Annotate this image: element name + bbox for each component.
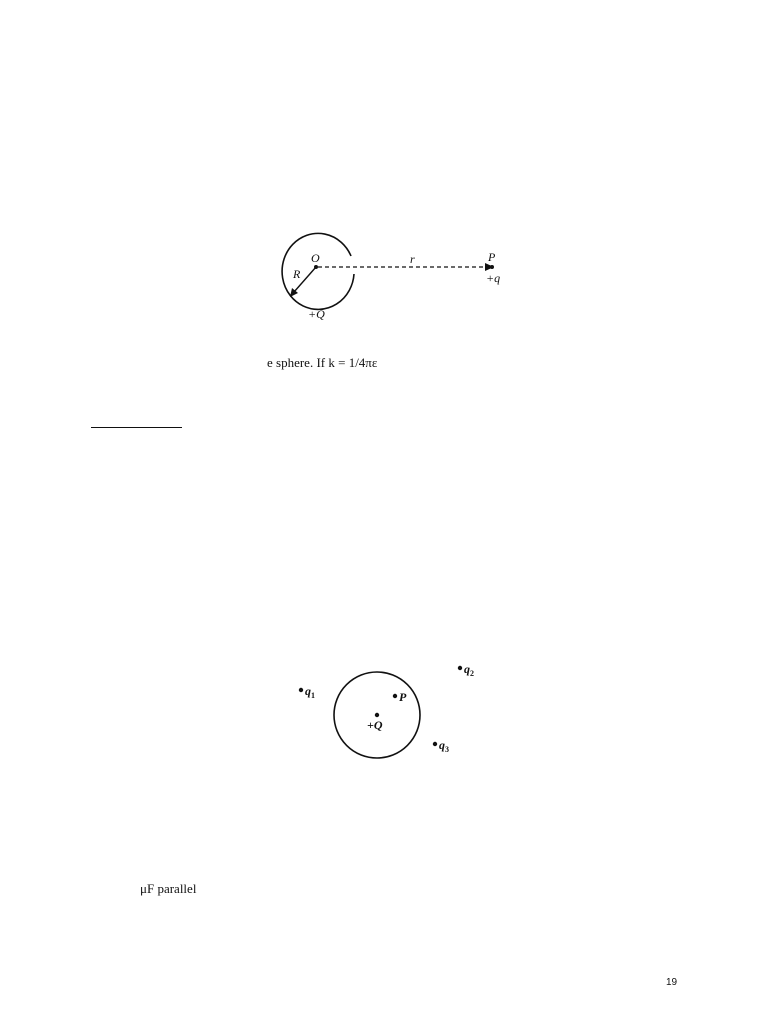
distance-label: r [410,252,415,266]
point-p-dot [490,265,494,269]
point-label: P [488,250,496,264]
point-p-dot [393,694,397,698]
figure-sphere-point-charge [270,222,510,332]
charge-q2-dot [458,666,462,670]
caption-fragment: e sphere. If k = 1/4πε [267,355,378,370]
figure-sphere-enclosed-charges [290,655,490,765]
charge-q1-dot [299,688,303,692]
center-charge-dot [375,713,379,717]
charge-q3-dot [433,742,437,746]
charge-q2-label: $q_2$ [464,662,474,678]
radius-label: R [293,267,301,281]
charge-q1-label: $q_1$ [305,684,315,700]
page-number: 19 [666,977,678,988]
center-label: O [311,251,320,265]
text-fragment: μF parallel [140,881,197,896]
center-charge-label: +Q [367,718,383,732]
answer-underline [91,427,182,428]
point-p-label: P [399,690,407,704]
charge-q3-label: $q_3$ [439,738,449,754]
test-charge-label: +q [486,271,501,285]
sphere-charge-label: +Q [308,307,325,321]
